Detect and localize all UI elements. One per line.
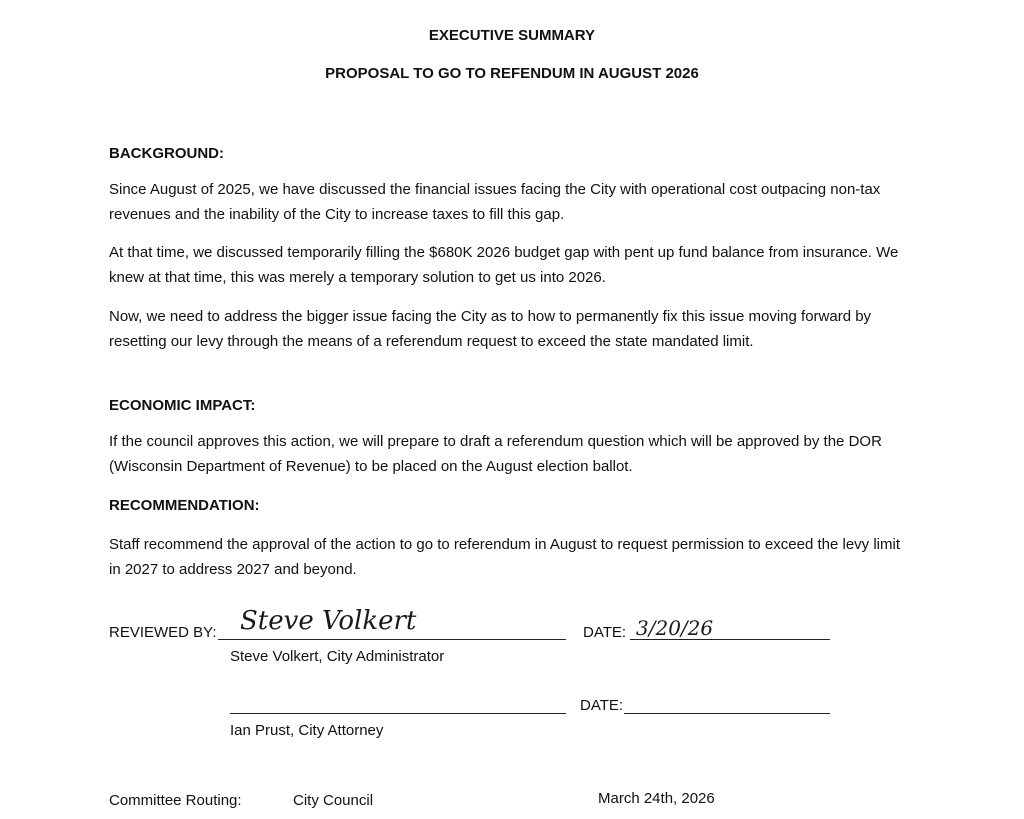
committee-routing-value: City Council bbox=[293, 792, 374, 809]
committee-routing-label: Committee Routing: bbox=[109, 792, 242, 809]
signer-1-name: Steve Volkert, City Administrator bbox=[230, 648, 445, 665]
reviewed-by-label: REVIEWED BY: bbox=[109, 624, 217, 641]
document-subtitle: PROPOSAL TO GO TO REFENDUM IN AUGUST 2026 bbox=[325, 65, 699, 82]
signer-2-name: Ian Prust, City Attorney bbox=[230, 722, 384, 739]
meeting-date: March 24th, 2026 bbox=[598, 790, 715, 807]
background-paragraph-3: Now, we need to address the bigger issue facing the City as to how to permanently fix this issue moving forward by resetting our levy through the means of a referendum request to exceed the state mandated limit. bbox=[109, 308, 872, 350]
economic-impact-heading: ECONOMIC IMPACT: bbox=[109, 397, 256, 414]
handwritten-date: 3/20/26 bbox=[636, 616, 714, 640]
background-paragraph-2: At that time, we discussed temporarily filling the $680K 2026 budget gap with pent up fund balance from insurance. We knew at that time, this was merely a temporary solution to get us into 2026. bbox=[109, 244, 899, 286]
date-line-2 bbox=[624, 713, 830, 714]
background-paragraph-1: Since August of 2025, we have discussed the financial issues facing the City with operational cost outpacing non-tax revenues and the inability of the City to increase taxes to fill this gap. bbox=[109, 181, 881, 223]
recommendation-heading: RECOMMENDATION: bbox=[109, 497, 260, 514]
signature-line-2 bbox=[230, 713, 566, 714]
document-title: EXECUTIVE SUMMARY bbox=[428, 27, 596, 44]
background-heading: BACKGROUND: bbox=[109, 145, 224, 162]
date-label-1: DATE: bbox=[583, 624, 627, 641]
signature-line-1 bbox=[218, 639, 566, 640]
recommendation-text: Staff recommend the approval of the action to go to referendum in August to request permission to exceed the levy limit in 2027 to address 2027 and beyond. bbox=[109, 536, 900, 578]
handwritten-signature: Steve Volkert bbox=[240, 606, 417, 636]
economic-impact-text: If the council approves this action, we will prepare to draft a referendum question which will be approved by the DOR (Wisconsin Department of Revenue) to be placed on the August election ballot. bbox=[109, 433, 882, 475]
date-label-2: DATE: bbox=[580, 697, 624, 714]
